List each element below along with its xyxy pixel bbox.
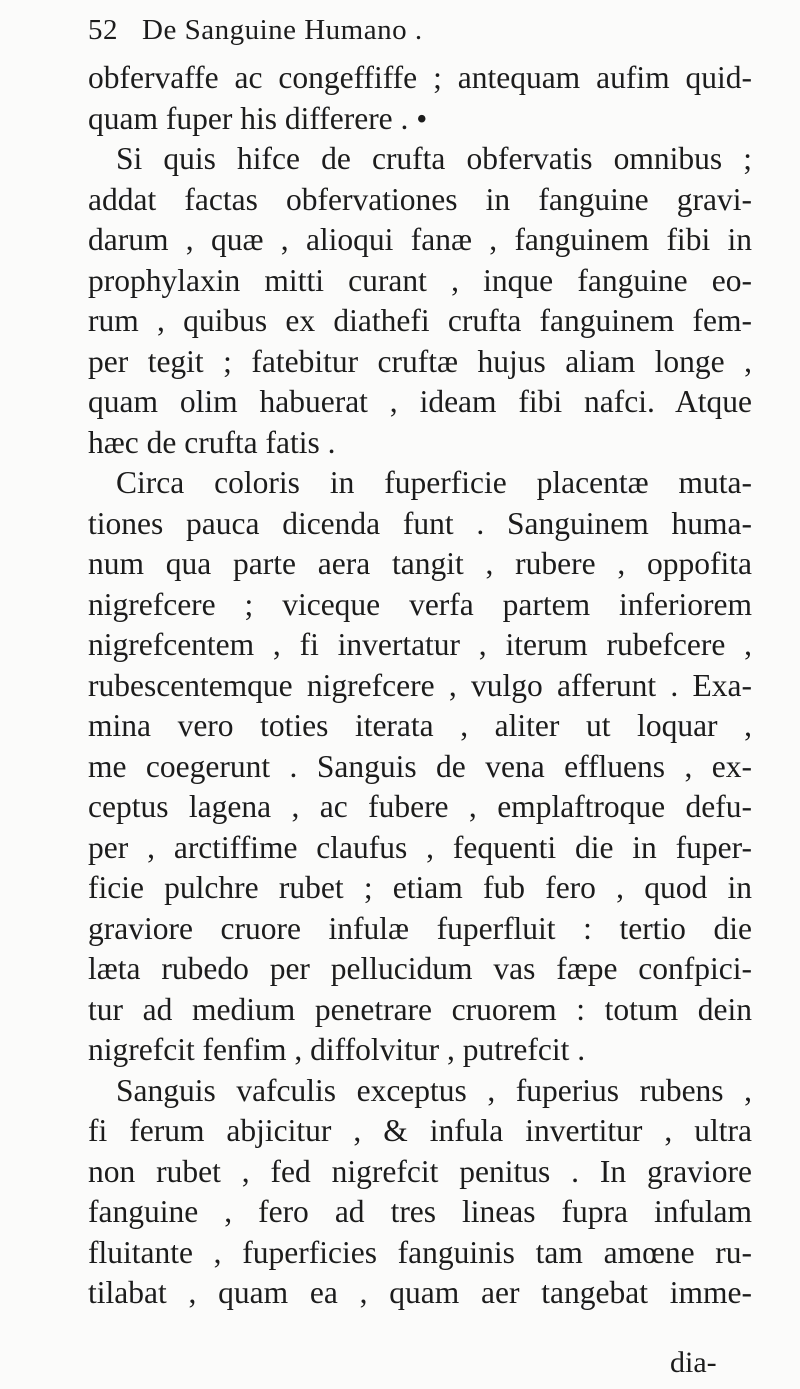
text-line: fluitante , fuperficies fanguinis tam amœne ru- — [88, 1234, 752, 1270]
text-line: rum , quibus ex diathefi crufta fanguinem fem- — [88, 303, 752, 338]
text-line: Sanguis vafculis exceptus , fuperius rubens , — [116, 1072, 752, 1108]
text-line: mina vero toties iterata , aliter ut loquar , — [88, 708, 752, 743]
running-header — [88, 14, 748, 54]
text-line: rubescentemque nigrefcere , vulgo afferunt . Exa- — [88, 667, 752, 703]
text-line: darum , quæ , alioqui fanæ , fanguinem fibi in — [88, 222, 752, 257]
text-line: nigrefcere ; viceque verfa partem inferiorem — [88, 586, 752, 622]
text-line: tiones pauca dicenda funt . Sanguinem huma- — [88, 505, 752, 541]
text-line: obfervaffe ac congeffiffe ; antequam aufim quid- — [88, 60, 752, 95]
text-line: læta rubedo per pellucidum vas fæpe confpici- — [88, 951, 752, 986]
text-line: quam fuper his differere . • — [88, 100, 428, 136]
text-line: per tegit ; fatebitur cruftæ hujus aliam longe , — [88, 343, 752, 379]
text-line: quam olim habuerat , ideam fibi nafci. Atque — [88, 384, 752, 419]
text-line: fi ferum abjicitur , & infula invertitur , ultra — [88, 1113, 752, 1148]
text-line: tur ad medium penetrare cruorem : totum dein — [88, 991, 752, 1027]
text-line: hæc de crufta fatis . — [88, 424, 336, 460]
text-line: per , arctiffime claufus , fequenti die in fuper- — [88, 829, 752, 865]
text-line: Si quis hifce de crufta obfervatis omnibus ; — [116, 141, 752, 176]
text-line: me coegerunt . Sanguis de vena effluens , ex- — [88, 748, 752, 784]
text-line: Circa coloris in fuperficie placentæ muta- — [116, 465, 752, 500]
text-line: prophylaxin mitti curant , inque fanguine eo- — [88, 262, 752, 298]
page-number: 52 — [88, 14, 118, 46]
running-title: De Sanguine Humano . — [142, 14, 423, 46]
text-line: ceptus lagena , ac fubere , emplaftroque defu- — [88, 789, 752, 824]
body-text — [88, 58, 752, 1314]
text-line: nigrefcentem , fi invertatur , iterum rubefcere , — [88, 627, 752, 662]
text-line: fanguine , fero ad tres lineas fupra infulam — [88, 1194, 752, 1229]
catchword: dia- — [670, 1346, 717, 1379]
text-line: ficie pulchre rubet ; etiam fub fero , quod in — [88, 870, 752, 905]
text-line: graviore cruore infulæ fuperfluit : tertio die — [88, 910, 752, 946]
text-line: num qua parte aera tangit , rubere , oppofita — [88, 546, 752, 581]
text-line: non rubet , fed nigrefcit penitus . In graviore — [88, 1153, 752, 1189]
text-line: nigrefcit fenfim , diffolvitur , putrefcit . — [88, 1032, 586, 1067]
text-line: addat factas obfervationes in fanguine gravi- — [88, 181, 752, 217]
text-line: tilabat , quam ea , quam aer tangebat imme- — [88, 1275, 752, 1310]
